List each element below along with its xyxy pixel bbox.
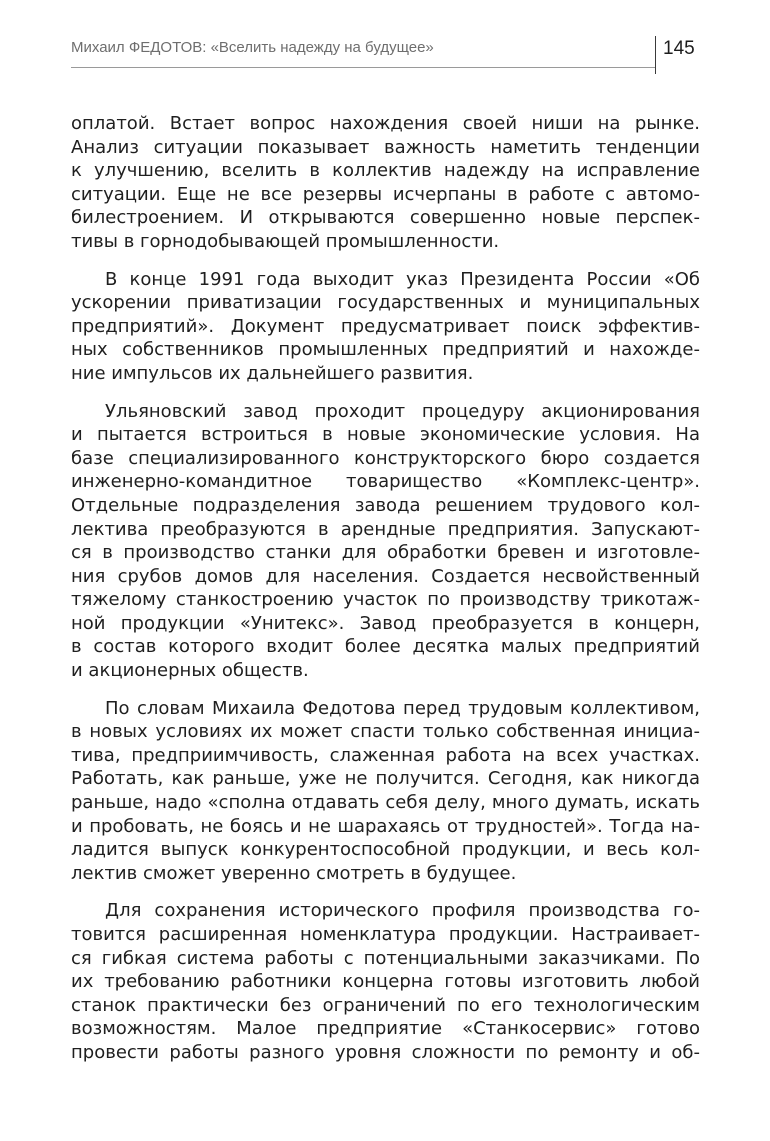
text-line: тяжелому станкостроению участок по производству трикотаж- (71, 589, 700, 611)
text-line: тивы в горнодобывающей промышленности. (71, 230, 500, 252)
text-line: ных собственников промышленных предприятий и нахожде- (71, 339, 700, 361)
text-line: ситуации. Еще не все резервы исчерпаны в работе с автомо- (71, 183, 700, 205)
text-line: В конце 1991 года выходит указ Президента России «Об (105, 268, 700, 290)
text-line: Для сохранения исторического профиля производства го- (105, 900, 700, 922)
paragraph-4 (71, 697, 700, 886)
text-line: ладится выпуск конкурентоспособной продукции, и весь кол- (71, 839, 700, 861)
text-line: ния срубов домов для населения. Создается несвойственный (71, 565, 700, 587)
text-line: ние импульсов их дальнейшего развития. (71, 362, 474, 384)
paragraph-3 (71, 400, 700, 683)
text-line: билестроением. И открываются совершенно новые перспек- (71, 207, 700, 229)
header-divider (655, 36, 656, 74)
running-title: Михаил ФЕДОТОВ: «Вселить надежду на будущее» (71, 39, 434, 56)
text-line: оплатой. Встает вопрос нахождения своей ниши на рынке. (71, 113, 700, 134)
text-line: ной продукции «Унитекс». Завод преобразуется в концерн, (71, 612, 700, 634)
page-number: 145 (663, 38, 695, 59)
text-line: По словам Михаила Федотова перед трудовым коллективом, (105, 697, 700, 719)
text-line: тива, предприимчивость, слаженная работа на всех участках. (71, 744, 700, 766)
text-line: Работать, как раньше, уже не получится. Сегодня, как никогда (71, 768, 700, 790)
text-line: станок практически без ограничений по его технологическим (71, 994, 700, 1016)
paragraph-5 (71, 899, 700, 1064)
text-line: к улучшению, вселить в коллектив надежду на исправление (71, 160, 700, 182)
text-line: ся в производство станки для обработки бревен и изготовле- (71, 542, 700, 564)
text-line: провести работы разного уровня сложности по ремонту и об- (71, 1041, 700, 1063)
text-line: их требованию работники концерна готовы изготовить любой (71, 971, 700, 993)
text-line: товится расширенная номенклатура продукции. Настраивает- (71, 924, 700, 945)
text-line: Анализ ситуации показывает важность наметить тенденции (71, 136, 700, 158)
text-line: базе специализированного конструкторского бюро создается (71, 447, 700, 469)
running-head (71, 36, 700, 76)
text-line: в новых условиях их может спасти только собственная инициа- (71, 721, 700, 743)
text-line: инженерно-командитное товарищество «Комплекс-центр». (71, 471, 700, 493)
text-line: раньше, надо «сполна отдавать себя делу, много думать, искать (71, 792, 700, 814)
text-line: и акционерных обществ. (71, 660, 309, 682)
paragraph-2 (71, 268, 700, 386)
text-line: ускорении приватизации государственных и муниципальных (71, 292, 700, 314)
text-line: и пытается встроиться в новые экономические условия. На (71, 424, 700, 446)
text-line: лектив сможет уверенно смотреть в будущее. (71, 862, 517, 884)
text-line: Отдельные подразделения завода решением трудового кол- (71, 494, 700, 516)
text-line: возможностям. Малое предприятие «Станкосервис» готово (71, 1018, 700, 1040)
text-line: и пробовать, не боясь и не шарахаясь от трудностей». Тогда на- (71, 815, 700, 837)
text-line: предприятий». Документ предусматривает поиск эффектив- (71, 315, 700, 337)
text-line: в состав которого входит более десятка малых предприятий (71, 636, 700, 658)
text-line: ся гибкая система работы с потенциальными заказчиками. По (71, 947, 700, 969)
text-line: Ульяновский завод проходит процедуру акционирования (105, 400, 700, 422)
body-text (71, 112, 700, 1079)
paragraph-1 (71, 112, 700, 254)
text-line: лектива преобразуются в арендные предприятия. Запускают- (71, 518, 700, 540)
header-rule (71, 67, 655, 68)
